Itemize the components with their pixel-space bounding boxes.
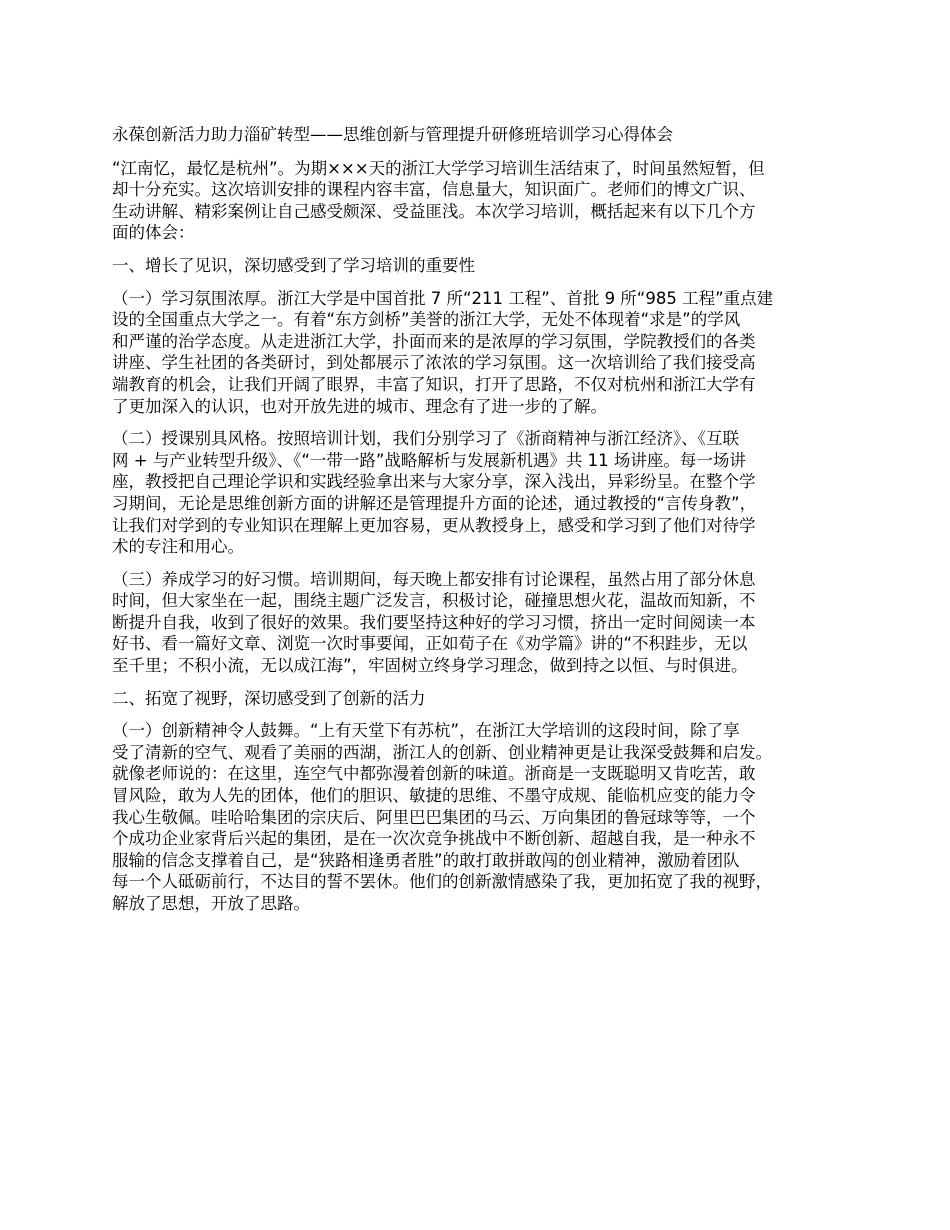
paragraph-line: （二）授课别具风格。按照培训计划，我们分别学习了《浙商精神与浙江经济》、《互联 <box>112 429 739 449</box>
paragraph-line: （三）养成学习的好习惯。培训期间，每天晚上都安排有讨论课程，虽然占用了部分休息 <box>112 569 756 589</box>
section1-paragraph-1 <box>112 288 858 418</box>
paragraph-line: 断提升自我，收到了很好的效果。我们要坚持这种好的学习习惯，挤出一定时间阅读一本 <box>112 612 756 632</box>
document-title: 永葆创新活力助力淄矿转型——思维创新与管理提升研修班培训学习心得体会 <box>112 125 673 144</box>
section1-paragraph-3 <box>112 569 858 677</box>
paragraph-line: 网 + 与产业转型升级》、《“一带一路”战略解析与发展新机遇》共 11 场讲座。每一场讲 <box>112 450 746 470</box>
intro-paragraph <box>112 158 858 244</box>
section-heading-1: 一、增长了见识，深切感受到了学习培训的重要性 <box>112 255 475 275</box>
paragraph-line: 让我们对学到的专业知识在理解上更加容易，更从教授身上，感受和学习到了他们对待学 <box>112 515 756 535</box>
paragraph-line: 讲座、学生社团的各类研讨，到处都展示了浓浓的学习氛围。这一次培训给了我们接受高 <box>112 353 756 373</box>
paragraph-line: 面的体会： <box>112 223 195 243</box>
paragraph-line: 习期间，无论是思维创新方面的讲解还是管理提升方面的论述，通过教授的“言传身教”， <box>112 493 757 513</box>
paragraph-line: 时间，但大家坐在一起，围绕主题广泛发言，积极讨论，碰撞思想火花，温故而知新，不 <box>112 591 756 611</box>
paragraph-line: 每一个人砥砺前行，不达目的誓不罢休。他们的创新激情感染了我，更加拓宽了我的视野， <box>112 872 772 892</box>
paragraph-line: （一）学习氛围浓厚。浙江大学是中国首批 7 所“211 工程”、首批 9 所“985 工程”重点建 <box>112 288 774 308</box>
paragraph-line: 生动讲解、精彩案例让自己感受颇深、受益匪浅。本次学习培训，概括起来有以下几个方 <box>112 201 756 221</box>
paragraph-line: 服输的信念支撑着自己，是“狭路相逢勇者胜”的敢打敢拼敢闯的创业精神，激励着团队 <box>112 850 740 870</box>
section1-paragraph-2 <box>112 428 858 558</box>
paragraph-line: “江南忆，最忆是杭州”。为期×××天的浙江大学学习培训生活结束了，时间虽然短暂，但 <box>112 158 765 178</box>
paragraph-line: 端教育的机会，让我们开阔了眼界，丰富了知识，打开了思路，不仅对杭州和浙江大学有 <box>112 374 756 394</box>
paragraph-line: 设的全国重点大学之一。有着“东方剑桥”美誉的浙江大学，无处不体现着“求是”的学风 <box>112 310 741 330</box>
paragraph-line: 就像老师说的：在这里，连空气中都弥漫着创新的味道。浙商是一支既聪明又肯吃苦，敢 <box>112 764 756 784</box>
paragraph-line: 至千里；不积小流，无以成江海”，牢固树立终身学习理念，做到持之以恒、与时俱进。 <box>112 656 748 676</box>
paragraph-line: （一）创新精神令人鼓舞。“上有天堂下有苏杭”，在浙江大学培训的这段时间，除了享 <box>112 721 740 741</box>
paragraph-line: 术的专注和用心。 <box>112 537 244 557</box>
paragraph-line: 冒风险，敢为人先的团体，他们的胆识、敏捷的思维、不墨守成规、能临机应变的能力令 <box>112 786 756 806</box>
paragraph-line: 却十分充实。这次培训安排的课程内容丰富，信息量大，知识面广。老师们的博文广识、 <box>112 180 756 200</box>
document-page <box>112 124 858 926</box>
paragraph-line: 了更加深入的认识，也对开放先进的城市、理念有了进一步的了解。 <box>112 396 607 416</box>
paragraph-line: 个成功企业家背后兴起的集团，是在一次次竞争挑战中不断创新、超越自我，是一种永不 <box>112 829 756 849</box>
paragraph-line: 和严谨的治学态度。从走进浙江大学，扑面而来的是浓厚的学习氛围，学院教授们的各类 <box>112 331 756 351</box>
paragraph-line: 座，教授把自己理论学识和实践经验拿出来与大家分享，深入浅出，异彩纷呈。在整个学 <box>112 472 756 492</box>
section2-paragraph-1 <box>112 720 858 914</box>
section-heading-2: 二、拓宽了视野，深切感受到了创新的活力 <box>112 688 426 708</box>
paragraph-line: 好书、看一篇好文章、浏览一次时事要闻，正如荀子在《劝学篇》讲的“不积跬步，无以 <box>112 634 748 654</box>
paragraph-line: 受了清新的空气、观看了美丽的西湖，浙江人的创新、创业精神更是让我深受鼓舞和启发。 <box>112 742 772 762</box>
paragraph-line: 解放了思想，开放了思路。 <box>112 894 310 913</box>
paragraph-line: 我心生敬佩。哇哈哈集团的宗庆后、阿里巴巴集团的马云、万向集团的鲁冠球等等，一个 <box>112 807 756 827</box>
